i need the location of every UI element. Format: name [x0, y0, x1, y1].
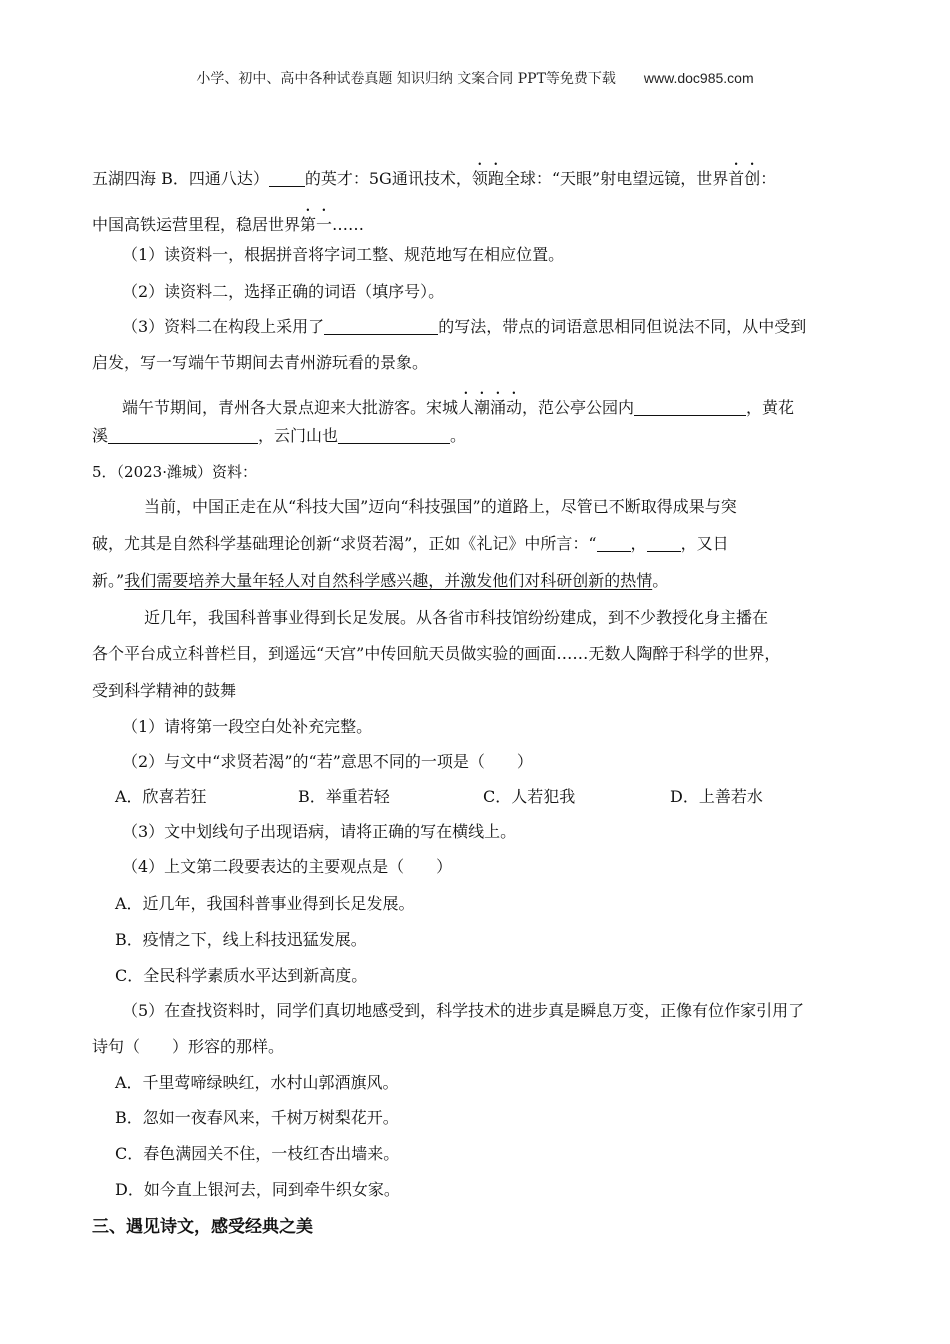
q4-line2	[92, 206, 862, 236]
q4-para-cont	[92, 425, 862, 447]
q5-p2-line2: 各个平台成立科普栏目，到遥远“天宫”中传回航天员做实验的画面……无数人陶醉于科学的世界，	[92, 644, 781, 663]
q5-p1-text: 破，尤其是自然科学基础理论创新“求贤若渴”，正如《礼记》中所言：“	[92, 534, 597, 553]
answer-blank[interactable]	[108, 427, 258, 444]
q5-sub2-option-b[interactable]: B．举重若轻	[298, 787, 390, 806]
underlined-sentence: 我们需要培养大量年轻人对自然科学感兴趣，并激发他们对科研创新的热情	[124, 571, 653, 590]
q5-p1-text: ，又日	[680, 534, 729, 553]
q5-sub4-option-b[interactable]: B．疫情之下，线上科技迅猛发展。	[115, 930, 367, 949]
page-header	[0, 68, 950, 88]
q4-sub3-text: 的写法，带点的词语意思相同但说法不同，从中受到	[438, 317, 807, 336]
q5-sub1: （1）请将第一段空白处补充完整。	[122, 717, 373, 736]
q4-para-text: ，范公亭公园内	[522, 398, 635, 417]
q4-line1	[92, 160, 862, 190]
q4-para-text: 端午节期间，青州各大景点迎来大批游客。宋城	[122, 398, 459, 417]
q5-sub4-option-c[interactable]: C．全民科学素质水平达到新高度。	[115, 966, 368, 985]
q5-sub5-option-b[interactable]: B．忽如一夜春风来，千树万树梨花开。	[115, 1108, 399, 1127]
q4-para	[122, 389, 892, 419]
q5-sub5: （5）在查找资料时，同学们真切地感受到，科学技术的进步真是瞬息万变，正像有位作家引用了	[122, 1001, 805, 1020]
q4-para-text: 。	[450, 426, 467, 445]
section-heading: 三、遇见诗文，感受经典之美	[92, 1217, 313, 1237]
q5-sub5-cont: 诗句（ ）形容的那样。	[92, 1037, 285, 1056]
q5-sub2-option-a[interactable]: A．欣喜若狂	[115, 787, 207, 806]
answer-blank[interactable]	[647, 535, 681, 552]
q5-sub5-option-a[interactable]: A．千里莺啼绿映红，水村山郭酒旗风。	[115, 1073, 399, 1092]
q5-p1-text: 新。”	[92, 571, 125, 590]
q5-p2-line1: 近几年，我国科普事业得到长足发展。从各省市科技馆纷纷建成，到不少教授化身主播在	[144, 608, 769, 627]
answer-blank[interactable]	[338, 427, 450, 444]
q4-line1-text: ：	[760, 169, 777, 188]
q4-line1-text: 全球：“天眼”射电望远镜，世界	[503, 169, 729, 188]
q4-line1-text: 的英才：5G通讯技术，	[304, 169, 472, 188]
q5-sub2-option-c[interactable]: C．人若犯我	[483, 787, 576, 806]
q5-title: 5．（2023·潍城）资料：	[92, 463, 257, 481]
dotted-word: 第一	[300, 215, 333, 234]
q4-sub3-cont: 启发，写一写端午节期间去青州游玩看的景象。	[92, 353, 429, 372]
q5-p1-line3	[92, 570, 862, 592]
header-site-link[interactable]: www.doc985.com	[643, 70, 754, 86]
q4-line2-text: ……	[332, 215, 365, 234]
header-text: 小学、初中、高中各种试卷真题 知识归纳 文案合同 PPT等免费下载	[196, 71, 616, 87]
dotted-word: 领跑	[471, 169, 504, 188]
q5-sub3: （3）文中划线句子出现语病，请将正确的写在横线上。	[122, 822, 517, 841]
q4-sub3-text: （3）资料二在构段上采用了	[122, 317, 325, 336]
q4-para-text: ，云门山也	[258, 426, 339, 445]
dotted-word: 人潮涌动	[458, 398, 523, 417]
q5-sub2: （2）与文中“求贤若渴”的“若”意思不同的一项是（ ）	[122, 752, 533, 771]
q5-sub5-option-d[interactable]: D．如今直上银河去，同到牵牛织女家。	[115, 1180, 400, 1199]
dotted-word: 首创	[728, 169, 761, 188]
q5-p1-text: 。	[652, 571, 669, 590]
q5-sub5-option-c[interactable]: C．春色满园关不住，一枝红杏出墙来。	[115, 1144, 400, 1163]
answer-blank[interactable]	[597, 535, 631, 552]
q5-p1-line2	[92, 533, 862, 555]
q4-line2-text: 中国高铁运营里程，稳居世界	[92, 215, 301, 234]
q4-sub1: （1）读资料一，根据拼音将字词工整、规范地写在相应位置。	[122, 245, 565, 264]
q4-line1-text: 五湖四海 B．四通八达）	[92, 169, 269, 188]
answer-blank[interactable]	[324, 318, 438, 335]
q4-para-text: ，黄花	[746, 398, 795, 417]
q5-p2-line3: 受到科学精神的鼓舞	[92, 681, 237, 700]
answer-blank[interactable]	[269, 170, 305, 187]
q5-sub4: （4）上文第二段要表达的主要观点是（ ）	[122, 857, 453, 876]
q4-para-text: 溪	[92, 426, 109, 445]
q4-sub2: （2）读资料二，选择正确的词语（填序号）。	[122, 282, 445, 301]
q5-sub2-option-d[interactable]: D．上善若水	[670, 787, 763, 806]
q5-p1-text: ，	[630, 534, 647, 553]
q5-p1-line1: 当前，中国正走在从“科技大国”迈向“科技强国”的道路上，尽管已不断取得成果与突	[144, 497, 737, 516]
q4-sub3	[122, 316, 892, 338]
answer-blank[interactable]	[634, 399, 746, 416]
q5-sub4-option-a[interactable]: A．近几年，我国科普事业得到长足发展。	[115, 894, 415, 913]
